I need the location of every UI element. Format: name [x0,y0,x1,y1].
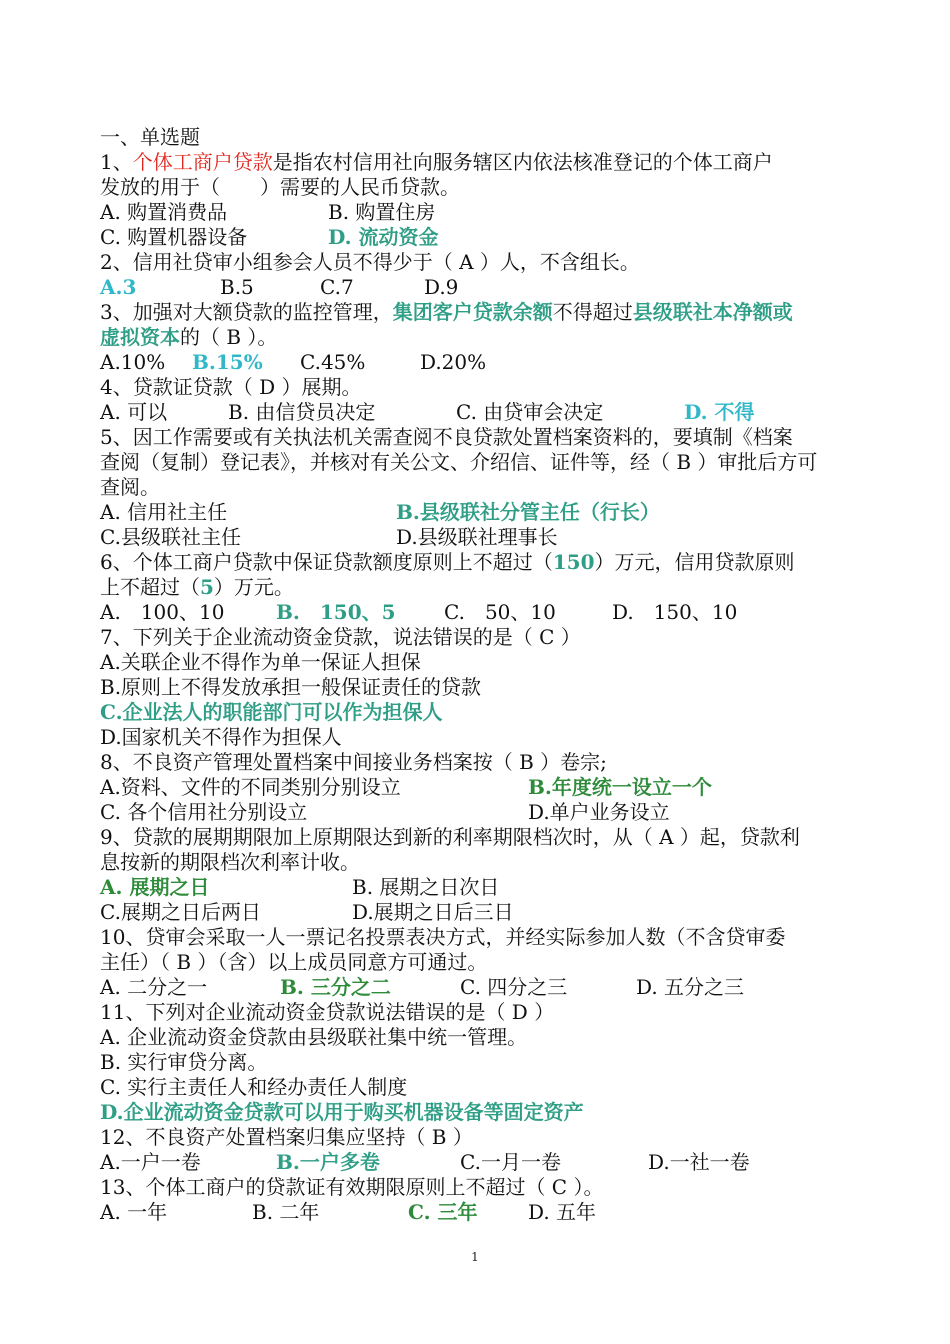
option-d: D.展期之日后三日 [352,900,514,924]
answer-value: 150 [552,550,595,574]
answer-value: 5 [200,575,214,599]
option-c: C. 购置机器设备 [100,225,248,249]
option-d-answer: D. 不得 [684,400,755,424]
question-number: 1、 [100,150,133,174]
question-text: ）万元，信用贷款原则 [594,550,795,574]
question-text: 上不超过（ [100,575,200,599]
question-6 [100,550,910,575]
option-c: C.县级联社主任 [100,525,241,549]
option-a: A.关联企业不得作为单一保证人担保 [100,650,421,674]
option-a-answer: A.3 [100,275,137,299]
page-number: 1 [471,1250,479,1264]
option-d: D.单户业务设立 [528,800,670,824]
option-d: D.国家机关不得作为担保人 [100,725,342,749]
question-2: 2、信用社贷审小组参会人员不得少于（ A ）人，不含组长。 [100,250,640,274]
option-c: C. 各个信用社分别设立 [100,800,308,824]
option-b-answer: B. 三分之二 [280,975,391,999]
question-11: 11、下列对企业流动资金贷款说法错误的是（ D ） [100,1000,555,1024]
question-5-line2: 查阅（复制）登记表》，并核对有关公文、介绍信、证件等，经（ B ）审批后方可 [100,450,818,474]
option-a: A.一户一卷 [100,1150,201,1174]
option-d: D.一社一卷 [648,1150,750,1174]
question-1-line2: 发放的用于（ ）需要的人民币贷款。 [100,175,460,199]
option-c-answer: C. 三年 [408,1200,478,1224]
question-3 [100,300,910,325]
question-1 [100,150,910,175]
option-d: D.20% [420,350,487,374]
question-8: 8、不良资产管理处置档案中间接业务档案按（ B ）卷宗; [100,750,607,774]
option-c: C.展期之日后两日 [100,900,261,924]
option-a-answer: A. 展期之日 [100,875,210,899]
option-a: A. 一年 [100,1200,168,1224]
option-b-answer: B.年度统一设立一个 [528,775,712,799]
option-d: D.县级联社理事长 [396,525,558,549]
option-c-answer: C.企业法人的职能部门可以作为担保人 [100,700,443,724]
option-d: D.9 [424,275,459,299]
question-3-line2 [100,325,910,350]
option-a: A. 二分之一 [100,975,208,999]
question-9-line2: 息按新的期限档次利率计收。 [100,850,360,874]
option-c: C. 实行主责任人和经办责任人制度 [100,1075,408,1099]
option-b: B.原则上不得发放承担一般保证责任的贷款 [100,675,482,699]
option-b: B.5 [220,275,254,299]
highlight-term: 县级联社本净额或 [632,300,793,324]
question-text: 6、个体工商户贷款中保证贷款额度原则上不超过（ [100,550,553,574]
question-10: 10、贷审会采取一人一票记名投票表决方式，并经实际参加人数（不含贷审委 [100,925,786,949]
option-b-answer: B.一户多卷 [276,1150,380,1174]
option-c: C.7 [320,275,354,299]
option-c: C. 由贷审会决定 [456,400,604,424]
option-b: B. 二年 [252,1200,320,1224]
option-b-answer: B.县级联社分管主任（行长） [396,500,660,524]
option-a: A.资料、文件的不同类别分别设立 [100,775,401,799]
option-a: A. 信用社主任 [100,500,228,524]
option-a: A. 企业流动资金贷款由县级联社集中统一管理。 [100,1025,528,1049]
option-a: A. 100、10 [100,600,225,624]
highlight-term: 集团客户贷款余额 [392,300,553,324]
option-b: B. 购置住房 [328,200,436,224]
question-9: 9、贷款的展期期限加上原期限达到新的利率期限档次时，从（ A ）起，贷款利 [100,825,800,849]
option-d: D. 五年 [528,1200,597,1224]
option-b: B. 展期之日次日 [352,875,500,899]
highlight-term: 虚拟资本 [100,325,180,349]
question-text: 3、加强对大额贷款的监控管理， [100,300,393,324]
question-7: 7、下列关于企业流动资金贷款，说法错误的是（ C ） [100,625,581,649]
question-13: 13、个体工商户的贷款证有效期限原则上不超过（ C ）。 [100,1175,604,1199]
option-c: C. 四分之三 [460,975,568,999]
option-b: B. 实行审贷分离。 [100,1050,268,1074]
question-12: 12、不良资产处置档案归集应坚持（ B ） [100,1125,473,1149]
option-b-answer: B.15% [192,350,263,374]
question-text: 是指农村信用社向服务辖区内依法核准登记的个体工商户 [272,150,773,174]
option-c: C. 50、10 [444,600,556,624]
option-a: A.10% [100,350,166,374]
option-d-answer: D. 流动资金 [328,225,439,249]
option-c: C.45% [300,350,366,374]
option-b: B. 由信贷员决定 [228,400,376,424]
question-6-line2 [100,575,910,600]
section-title: 一、单选题 [100,125,200,149]
question-text: 不得超过 [552,300,633,324]
option-d: D. 150、10 [612,600,738,624]
option-a: A. 可以 [100,400,168,424]
question-5-line3: 查阅。 [100,475,160,499]
question-5: 5、因工作需要或有关执法机关需查阅不良贷款处置档案资料的，要填制《档案 [100,425,793,449]
question-10-line2: 主任）（ B ）（含）以上成员同意方可通过。 [100,950,488,974]
question-4: 4、贷款证贷款（ D ）展期。 [100,375,362,399]
highlight-term: 个体工商户贷款 [132,150,273,174]
option-d: D. 五分之三 [636,975,745,999]
question-text: ）万元。 [213,575,294,599]
option-b-answer: B. 150、5 [276,600,396,624]
option-c: C.一月一卷 [460,1150,561,1174]
option-d-answer: D.企业流动资金贷款可以用于购买机器设备等固定资产 [100,1100,584,1124]
option-a: A. 购置消费品 [100,200,228,224]
question-text: 的（ B ）。 [180,325,278,349]
